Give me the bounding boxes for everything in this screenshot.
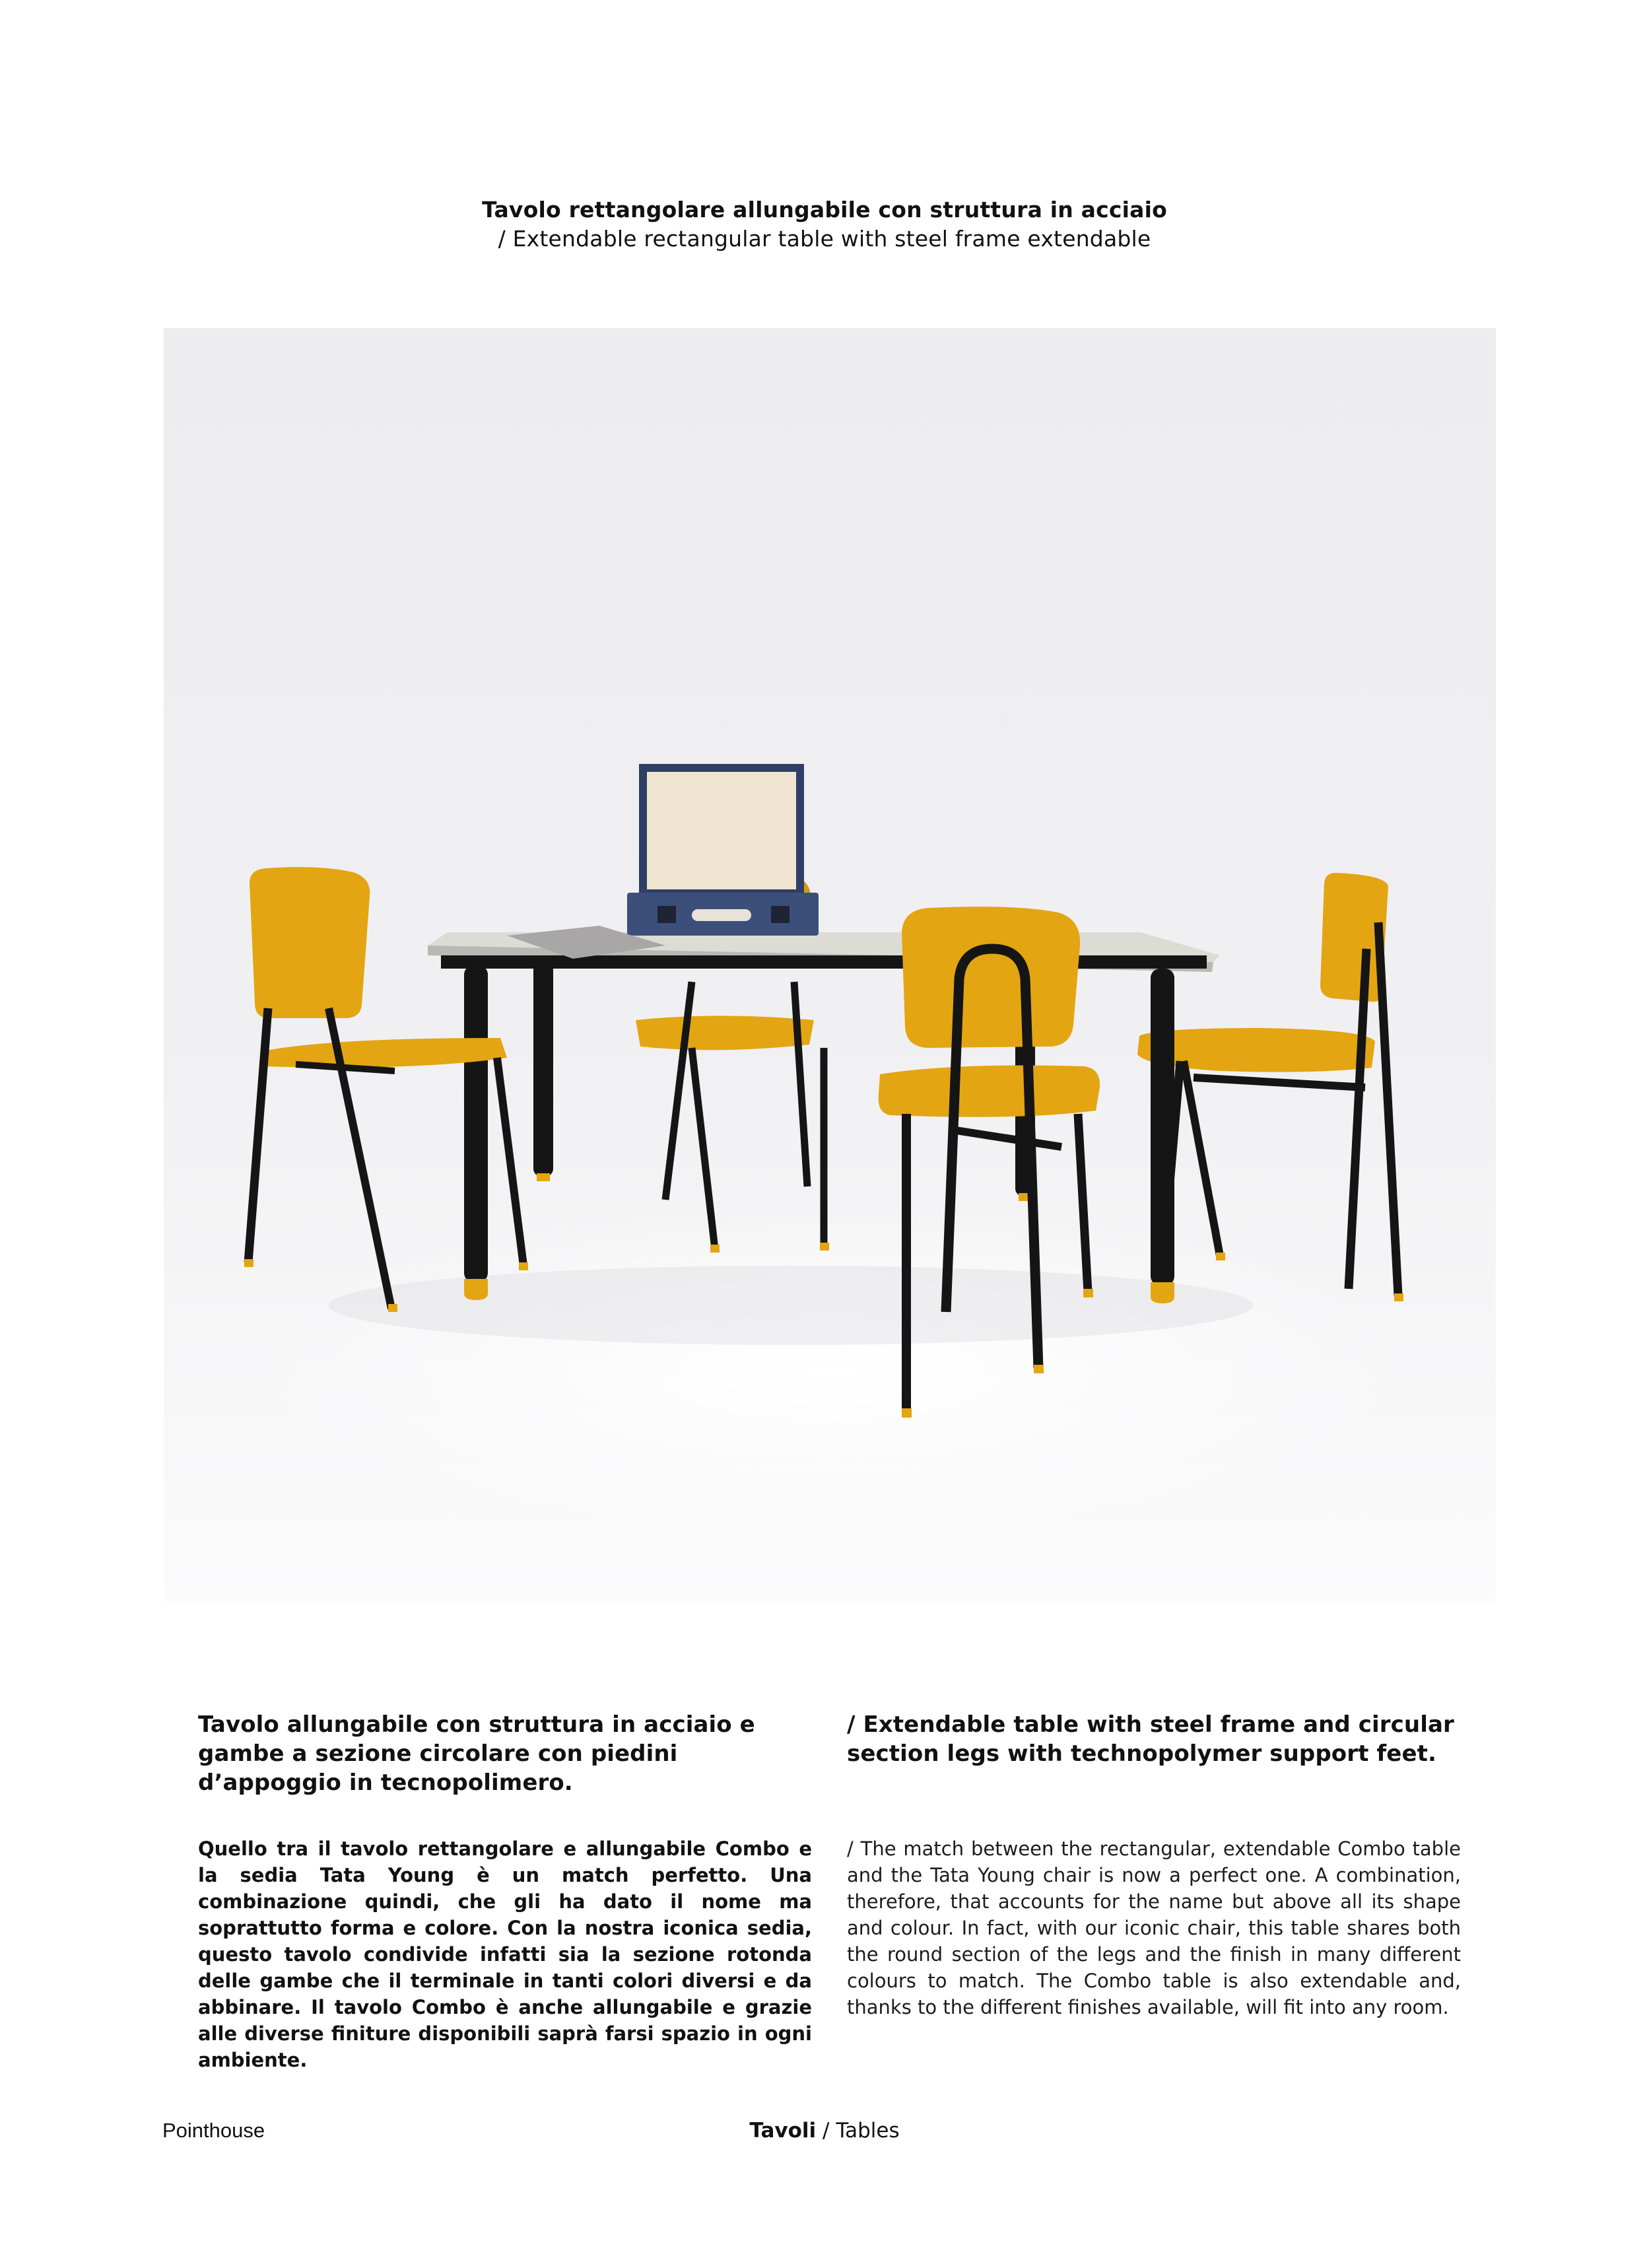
italian-description: Quello tra il tavolo rettangolare e allungabile Combo e la sedia Tata Young è un match perfetto. Una combinazione quindi, che gli ha dato il nome ma soprattutto forma e colore. Con la nostra iconica sedia, questo tavolo condivide infatti sia la sezione rotonda delle gambe che il terminale in tanti colori diversi e da abbinare. Il tavolo Combo è anche allungabile e grazie alle diverse finiture disponibili saprà farsi spazio in ogni ambiente. bbox=[198, 1838, 812, 2071]
english-column bbox=[847, 1710, 1461, 2018]
section-label bbox=[0, 2119, 1649, 2143]
title-english: / Extendable rectangular table with steel frame extendable bbox=[498, 226, 1151, 252]
title-italian: Tavolo rettangolare allungabile con struttura in acciaio bbox=[482, 197, 1167, 223]
english-heading: / Extendable table with steel frame and circular section legs with technopolymer support feet. bbox=[847, 1711, 1454, 1767]
italian-column bbox=[198, 1710, 812, 2071]
brand-name: Pointhouse bbox=[162, 2119, 265, 2142]
product-photo bbox=[164, 328, 1496, 1601]
section-italian: Tavoli bbox=[749, 2119, 817, 2143]
english-description: / The match between the rectangular, extendable Combo table and the Tata Young chair is now a perfect one. A combination, therefore, that accounts for the name but above all its shape and colour. In fact, with our iconic chair, this table shares both the round section of the legs and the finish in many different colours to match. The Combo table is also extendable and, thanks to the different finishes available, will fit into any room. bbox=[847, 1838, 1461, 2018]
italian-heading: Tavolo allungabile con struttura in acciaio e gambe a sezione circolare con piedini d’appoggio in tecnopolimero. bbox=[198, 1711, 755, 1796]
section-separator: / bbox=[816, 2119, 836, 2143]
table-and-chairs-illustration bbox=[164, 328, 1496, 1601]
section-english: Tables bbox=[836, 2119, 900, 2143]
record-player bbox=[627, 764, 819, 936]
page-header bbox=[0, 195, 1649, 254]
